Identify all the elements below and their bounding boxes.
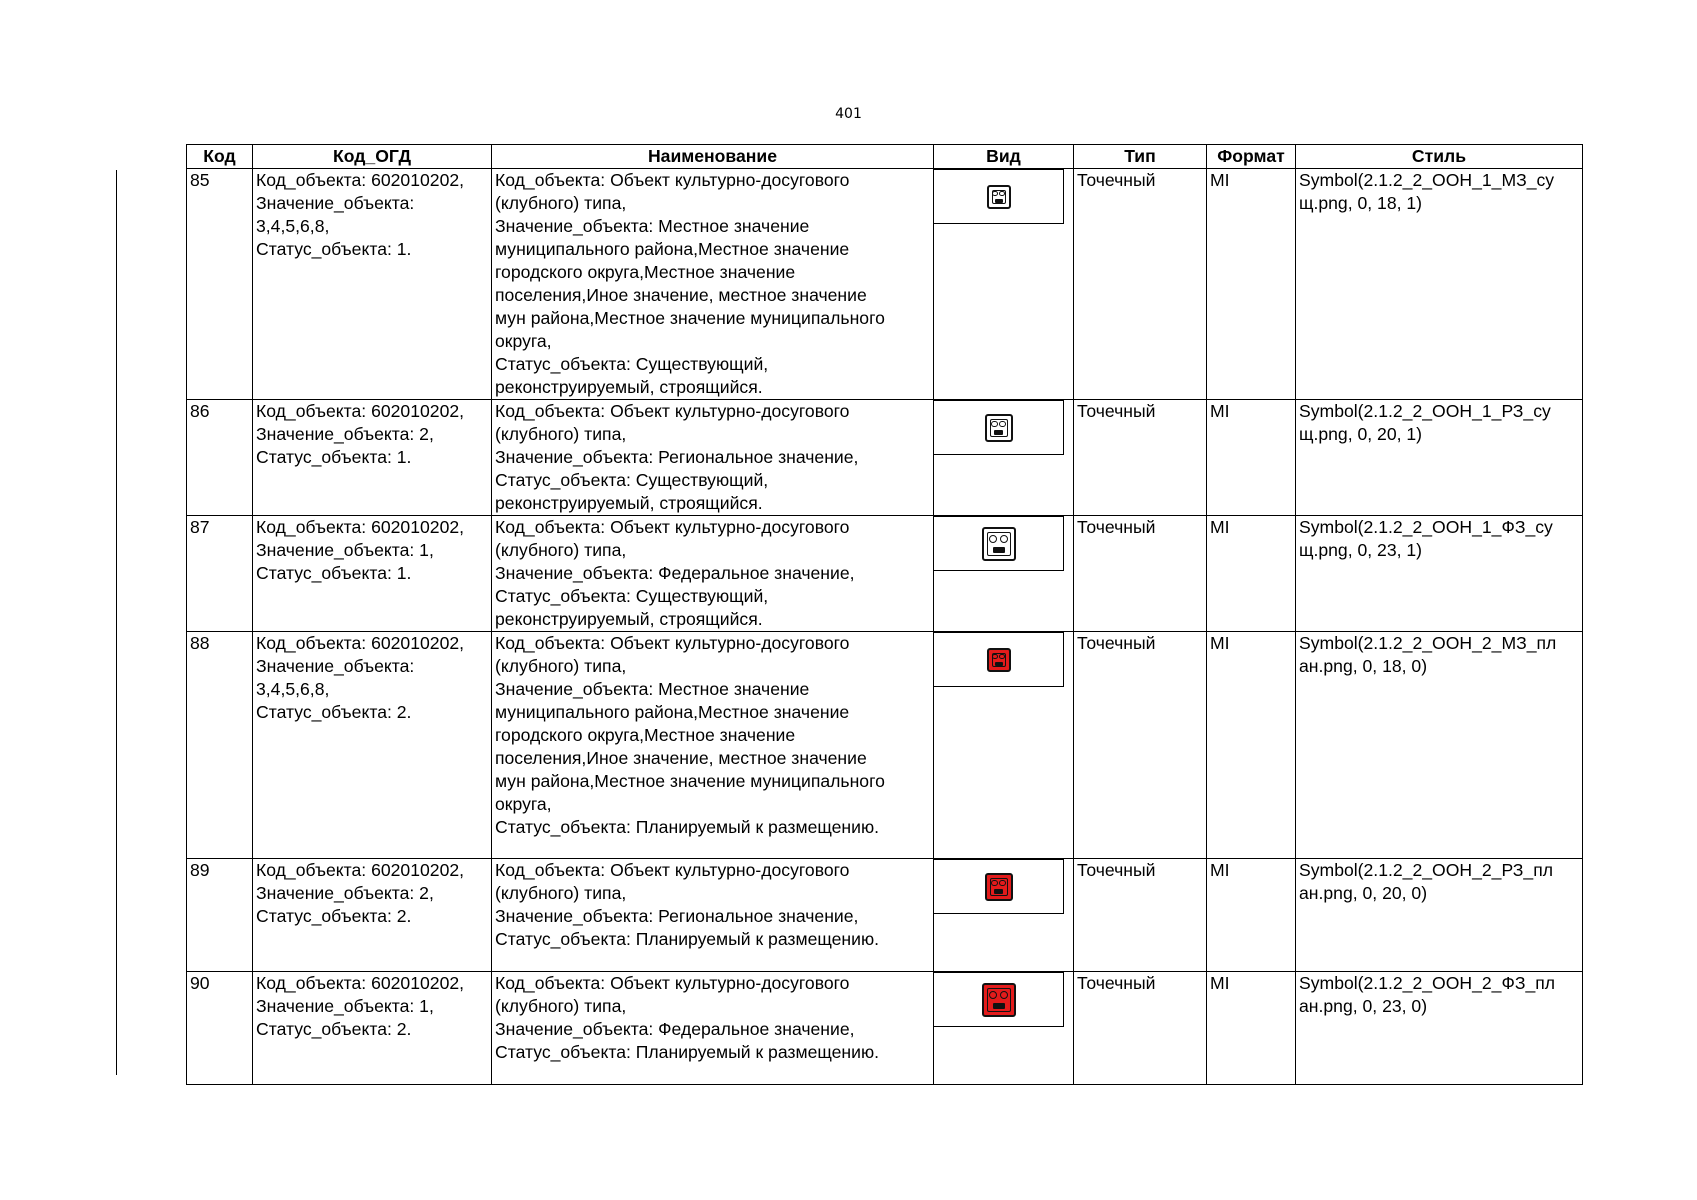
legend-table — [186, 144, 1583, 1085]
cell-vid — [934, 972, 1074, 1085]
cell-naimenovanie — [492, 516, 934, 632]
symbol-preview — [934, 972, 1064, 1027]
cell-naimenovanie-line: Код_объекта: Объект культурно-досугового — [495, 170, 850, 190]
cell-kod-ogd-line: Код_объекта: 602010202, — [256, 860, 465, 880]
cell-naimenovanie-line: Значение_объекта: Федеральное значение, — [495, 1019, 855, 1039]
cell-naimenovanie-line: реконструируемый, строящийся. — [495, 493, 763, 513]
cell-naimenovanie-line: Значение_объекта: Региональное значение, — [495, 447, 859, 467]
header-format: Формат — [1207, 145, 1296, 169]
cell-tip: Точечный — [1074, 972, 1207, 1085]
margin-line — [116, 170, 117, 1075]
culture-club-existing-icon — [982, 527, 1016, 561]
cell-kod-ogd-line: Код_объекта: 602010202, — [256, 973, 465, 993]
cell-naimenovanie-line: округа, — [495, 331, 552, 351]
cell-naimenovanie-line: реконструируемый, строящийся. — [495, 377, 763, 397]
table-body — [187, 169, 1583, 1085]
cell-stil-line: щ.png, 0, 20, 1) — [1299, 424, 1423, 444]
cell-stil-line: щ.png, 0, 18, 1) — [1299, 193, 1423, 213]
cell-naimenovanie — [492, 632, 934, 859]
cell-kod-ogd-line: Значение_объекта: 1, — [256, 540, 434, 560]
cell-stil — [1296, 632, 1583, 859]
cell-kod-ogd-line: Код_объекта: 602010202, — [256, 633, 465, 653]
cell-naimenovanie-line: Значение_объекта: Федеральное значение, — [495, 563, 855, 583]
cell-naimenovanie-line: Статус_объекта: Существующий, — [495, 354, 769, 374]
cell-kod-ogd — [253, 516, 492, 632]
cell-naimenovanie — [492, 169, 934, 400]
cell-kod-ogd-line: Статус_объекта: 2. — [256, 702, 412, 722]
cell-stil-line: ан.png, 0, 20, 0) — [1299, 883, 1428, 903]
cell-naimenovanie-line: (клубного) типа, — [495, 883, 627, 903]
cell-naimenovanie-line: мун района,Местное значение муниципального — [495, 308, 885, 328]
cell-format: MI — [1207, 859, 1296, 972]
cell-stil — [1296, 859, 1583, 972]
cell-stil-line: Symbol(2.1.2_2_ООН_2_ФЗ_пл — [1299, 973, 1556, 993]
cell-kod-ogd-line: Значение_объекта: 1, — [256, 996, 434, 1016]
cell-naimenovanie-line: Значение_объекта: Региональное значение, — [495, 906, 859, 926]
cell-vid — [934, 516, 1074, 632]
cell-tip: Точечный — [1074, 632, 1207, 859]
symbol-preview — [934, 516, 1064, 571]
cell-tip: Точечный — [1074, 516, 1207, 632]
cell-naimenovanie-line: Код_объекта: Объект культурно-досугового — [495, 973, 850, 993]
cell-naimenovanie-line: (клубного) типа, — [495, 540, 627, 560]
cell-kod-ogd-line: Код_объекта: 602010202, — [256, 517, 465, 537]
cell-kod: 89 — [187, 859, 253, 972]
culture-club-planned-icon — [985, 873, 1013, 901]
table-row — [187, 169, 1583, 400]
cell-naimenovanie-line: муниципального района,Местное значение — [495, 702, 850, 722]
header-tip: Тип — [1074, 145, 1207, 169]
cell-kod-ogd-line: Значение_объекта: 2, — [256, 883, 434, 903]
cell-naimenovanie — [492, 859, 934, 972]
culture-club-planned-icon — [982, 983, 1016, 1017]
cell-naimenovanie-line: Код_объекта: Объект культурно-досугового — [495, 860, 850, 880]
cell-naimenovanie — [492, 972, 934, 1085]
cell-naimenovanie-line: мун района,Местное значение муниципального — [495, 771, 885, 791]
cell-stil-line: щ.png, 0, 23, 1) — [1299, 540, 1423, 560]
cell-format: MI — [1207, 972, 1296, 1085]
cell-naimenovanie-line: Статус_объекта: Существующий, — [495, 586, 769, 606]
symbol-preview — [934, 632, 1064, 687]
symbol-preview — [934, 400, 1064, 455]
cell-kod-ogd-line: 3,4,5,6,8, — [256, 216, 330, 236]
cell-stil-line: Symbol(2.1.2_2_ООН_1_РЗ_су — [1299, 401, 1551, 421]
cell-naimenovanie-line: Код_объекта: Объект культурно-досугового — [495, 633, 850, 653]
cell-naimenovanie-line: (клубного) типа, — [495, 996, 627, 1016]
cell-kod: 90 — [187, 972, 253, 1085]
table-row — [187, 516, 1583, 632]
cell-naimenovanie-line: городского округа,Местное значение — [495, 725, 796, 745]
cell-format: MI — [1207, 400, 1296, 516]
cell-kod-ogd — [253, 632, 492, 859]
cell-vid — [934, 169, 1074, 400]
cell-vid — [934, 400, 1074, 516]
cell-naimenovanie-line: Код_объекта: Объект культурно-досугового — [495, 517, 850, 537]
cell-stil-line: Symbol(2.1.2_2_ООН_2_РЗ_пл — [1299, 860, 1553, 880]
cell-vid — [934, 632, 1074, 859]
header-row — [187, 145, 1583, 169]
cell-stil-line: Symbol(2.1.2_2_ООН_2_МЗ_пл — [1299, 633, 1557, 653]
table-row — [187, 859, 1583, 972]
cell-stil — [1296, 400, 1583, 516]
cell-naimenovanie-line: (клубного) типа, — [495, 656, 627, 676]
cell-naimenovanie-line: поселения,Иное значение, местное значение — [495, 285, 867, 305]
cell-naimenovanie-line: поселения,Иное значение, местное значение — [495, 748, 867, 768]
header-vid: Вид — [934, 145, 1074, 169]
cell-kod-ogd-line: Значение_объекта: — [256, 193, 415, 213]
table-row — [187, 400, 1583, 516]
culture-club-planned-icon — [987, 648, 1011, 672]
culture-club-existing-icon — [987, 185, 1011, 209]
cell-stil-line: ан.png, 0, 18, 0) — [1299, 656, 1428, 676]
table-row — [187, 972, 1583, 1085]
cell-naimenovanie-line: Статус_объекта: Планируемый к размещению. — [495, 1042, 880, 1062]
header-kod: Код — [187, 145, 253, 169]
cell-kod-ogd-line: Значение_объекта: — [256, 656, 415, 676]
cell-kod-ogd — [253, 972, 492, 1085]
cell-kod-ogd-line: Значение_объекта: 2, — [256, 424, 434, 444]
cell-stil-line: Symbol(2.1.2_2_ООН_1_ФЗ_су — [1299, 517, 1553, 537]
cell-stil — [1296, 516, 1583, 632]
header-kod-ogd: Код_ОГД — [253, 145, 492, 169]
page-number: 401 — [835, 106, 862, 122]
cell-naimenovanie-line: реконструируемый, строящийся. — [495, 609, 763, 629]
header-naimenovanie: Наименование — [492, 145, 934, 169]
cell-kod-ogd — [253, 169, 492, 400]
cell-naimenovanie-line: Значение_объекта: Местное значение — [495, 679, 810, 699]
cell-naimenovanie-line: Значение_объекта: Местное значение — [495, 216, 810, 236]
cell-kod-ogd-line: Статус_объекта: 1. — [256, 447, 412, 467]
cell-naimenovanie-line: Статус_объекта: Планируемый к размещению. — [495, 817, 880, 837]
cell-kod-ogd-line: Статус_объекта: 1. — [256, 563, 412, 583]
cell-kod-ogd — [253, 400, 492, 516]
cell-naimenovanie — [492, 400, 934, 516]
cell-tip: Точечный — [1074, 169, 1207, 400]
cell-format: MI — [1207, 169, 1296, 400]
cell-naimenovanie-line: муниципального района,Местное значение — [495, 239, 850, 259]
cell-stil — [1296, 169, 1583, 400]
cell-naimenovanie-line: (клубного) типа, — [495, 193, 627, 213]
cell-naimenovanie-line: городского округа,Местное значение — [495, 262, 796, 282]
cell-kod: 86 — [187, 400, 253, 516]
symbol-preview — [934, 169, 1064, 224]
cell-stil — [1296, 972, 1583, 1085]
header-stil: Стиль — [1296, 145, 1583, 169]
cell-kod-ogd-line: Код_объекта: 602010202, — [256, 170, 465, 190]
cell-format: MI — [1207, 632, 1296, 859]
cell-naimenovanie-line: (клубного) типа, — [495, 424, 627, 444]
cell-kod: 88 — [187, 632, 253, 859]
symbol-preview — [934, 859, 1064, 914]
cell-kod: 85 — [187, 169, 253, 400]
cell-kod-ogd-line: Статус_объекта: 2. — [256, 906, 412, 926]
cell-stil-line: ан.png, 0, 23, 0) — [1299, 996, 1428, 1016]
cell-stil-line: Symbol(2.1.2_2_ООН_1_МЗ_су — [1299, 170, 1555, 190]
cell-vid — [934, 859, 1074, 972]
culture-club-existing-icon — [985, 414, 1013, 442]
cell-kod: 87 — [187, 516, 253, 632]
cell-kod-ogd — [253, 859, 492, 972]
table-row — [187, 632, 1583, 859]
cell-naimenovanie-line: округа, — [495, 794, 552, 814]
cell-kod-ogd-line: Статус_объекта: 2. — [256, 1019, 412, 1039]
cell-naimenovanie-line: Статус_объекта: Планируемый к размещению. — [495, 929, 880, 949]
cell-tip: Точечный — [1074, 400, 1207, 516]
cell-naimenovanie-line: Код_объекта: Объект культурно-досугового — [495, 401, 850, 421]
cell-kod-ogd-line: 3,4,5,6,8, — [256, 679, 330, 699]
cell-naimenovanie-line: Статус_объекта: Существующий, — [495, 470, 769, 490]
cell-kod-ogd-line: Статус_объекта: 1. — [256, 239, 412, 259]
cell-format: MI — [1207, 516, 1296, 632]
cell-kod-ogd-line: Код_объекта: 602010202, — [256, 401, 465, 421]
cell-tip: Точечный — [1074, 859, 1207, 972]
